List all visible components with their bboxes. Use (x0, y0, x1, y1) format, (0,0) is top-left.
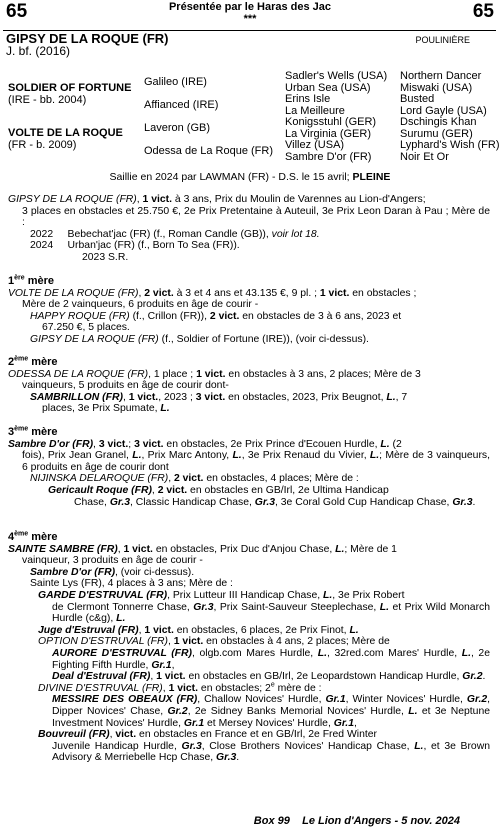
produce-record: GIPSY DE LA ROQUE (FR), 1 vict. à 3 ans, Prix du Moulin de Varennes au Lion-d'Angers; 3 places en obstacles et 25.750 €, 2e Prix Pretentaine à Auteuil, 3e Prix Leon Daran à Pau ; Mère de : 2022 Bebechat'jac (FR) (f., Roman Candle (GB)), voir lot 18. 2024 Urban'jac (FR) (f., Born To Sea (FR)). 2023 S.R. (8, 194, 490, 263)
ped-col4-item: Northern Dancer (400, 70, 482, 82)
ped-col3-item: Urban Sea (USA) (285, 81, 371, 94)
pedigree-sire (8, 83, 131, 106)
horse-subtitle: J. bf. (2016) (6, 44, 71, 58)
footer-sale: Le Lion d'Angers - 5 nov. 2024 (302, 815, 460, 827)
saillie-status: PLEINE (352, 171, 391, 183)
ped-col3-item: Erins Isle (285, 93, 331, 105)
ped-col2-0: Galileo (IRE) (144, 76, 207, 88)
ped-col3-item: La Meilleure (285, 104, 345, 117)
ped-col4-item: Surumu (GER) (400, 127, 473, 140)
third-dam: 3ème mère Sambre D'or (FR), 3 vict.; 3 vict. en obstacles, 2e Prix Prince d'Ecouen Hurdle, L. (2 fois), Prix Jean Granel, L., Prix Marc Antony, L., 3e Prix Renaud du Vivier, L.; Mère de 3 vainqueurs, 6 produits en âge de courir dont NIJINSKA DELAROQUE (FR), 2 vict. en obstacles, 4 places; Mère de : Gericault Roque (FR), 2 vict. en obstacles en GB/Irl, 2e Ultima Handicap Chase, Gr.3, Classic Handicap Chase, Gr.3, 3e Coral Gold Cup Handicap Chase, Gr.3. (8, 425, 490, 508)
fourth-dam: 4ème mère SAINTE SAMBRE (FR), 1 vict. en obstacles, Prix Duc d'Anjou Chase, L.; Mère de 1 vainqueur, 3 produits en âge de courir - Sambre D'or (FR), (voir ci-dessus). Sainte Lys (FR), 4 places à 3 ans; Mère de : GARDE D'ESTRUVAL (FR), Prix Lutteur III Handicap Chase, L., 3e Prix Robert de Clermont Tonnerre Chase, Gr.3, Prix Saint-Sauveur Steeplechase, L. et Prix Wild Monarch Hurdle (c&g), L. Juge d'Estruval (FR), 1 vict. en obstacles, 6 places, 2e Prix Finot, L. OPTION D'ESTRUVAL (FR), 1 vict. en obstacles à 4 ans, 2 places; Mère de AURORE D'ESTRUVAL (FR), olgb.com Mares Hurdle, L., 32red.com Mares' Hurdle, L., 2e Fighting Fifth Hurdle, Gr.1, Deal d'Estruval (FR), 1 vict. en obstacles en GB/Irl, 2e Leopardstown Handicap Hurdle, Gr.2. DIVINE D'ESTRUVAL (FR), 1 vict. en obstacles; 2e mère de : MESSIRE DES OBEAUX (FR), Challow Novices' Hurdle, Gr.1, Winter Novices' Hurdle, Gr.2, Dipper Novices' Chase, Gr.2, 2e Sidney Banks Memorial Novices' Hurdle, L. et 3e Neptune Investment Novices' Hurdle, Gr.1 et Mersey Novices' Hurdle, Gr.1, Bouvreuil (FR), vict. en obstacles en France et en GB/Irl, 2e Fred Winter Juvenile Handicap Hurdle, Gr.3, Close Brothers Novices' Handicap Chase, L., et 3e Brown Advisory & Merriebelle Hcp Chase, Gr.3. (8, 530, 491, 764)
ped-col3 (285, 71, 387, 163)
ped-col3-item: La Virginia (GER) (285, 127, 371, 140)
page-footer (254, 815, 460, 827)
dam-sub: (FR - b. 2009) (8, 138, 77, 151)
presenter-text: Présentée par le Haras des Jac (168, 1, 332, 13)
first-dam: 1ère mère VOLTE DE LA ROQUE (FR), 2 vict. à 3 et 4 ans et 43.135 €, 9 pl. ; 1 vict. en obstacles ; Mère de 2 vainqueurs, 6 produits en âge de courir - HAPPY ROQUE (FR) (f., Crillon (FR)), 2 vict. en obstacles de 3 à 6 ans, 2023 et 67.250 €, 5 places. GIPSY DE LA ROQUE (FR) (f., Soldier of Fortune (IRE)), (voir ci-dessus). (8, 274, 417, 345)
ped-col2-1: Affianced (IRE) (144, 99, 219, 111)
ped-col4-item: Lord Gayle (USA) (400, 104, 487, 117)
saillie-line (0, 171, 500, 183)
presenter-stars: *** (243, 13, 257, 25)
ped-col4-item: Lyphard's Wish (FR) (400, 139, 500, 151)
ped-col2-2: Laveron (GB) (144, 122, 211, 134)
dam-name: VOLTE DE LA ROQUE (8, 127, 123, 139)
presenter-header (0, 1, 500, 25)
ped-col3-item: Sambre D'or (FR) (285, 150, 372, 163)
footer-box: Box 99 (253, 815, 290, 827)
lot-number-left: 65 (6, 1, 28, 22)
ped-col4 (400, 71, 500, 163)
ped-col2-3: Odessa de La Roque (FR) (144, 145, 274, 157)
horse-category: POULINIÈRE (415, 35, 470, 45)
ped-col4-item: Miswaki (USA) (400, 81, 473, 94)
ped-col4-item: Dschingis Khan (400, 116, 477, 128)
ped-col3-item: Sadler's Wells (USA) (285, 70, 388, 82)
lot-number-right: 65 (472, 1, 494, 22)
sire-name: SOLDIER OF FORTUNE (8, 82, 132, 94)
pedigree-dam (8, 128, 123, 151)
second-dam: 2ème mère ODESSA DE LA ROQUE (FR), 1 place ; 1 vict. en obstacles à 3 ans, 2 places; Mère de 3 vainqueurs, 5 produits en âge de courir dont- SAMBRILLON (FR), 1 vict., 2023 ; 3 vict. en obstacles, 2023, Prix Beugnot, L., 7 places, 3e Prix Spumate, L. (8, 355, 421, 415)
sire-sub: (IRE - bb. 2004) (8, 93, 87, 106)
horse-name: GIPSY DE LA ROQUE (FR) (6, 31, 169, 46)
saillie-text: Saillie en 2024 par LAWMAN (FR) - D.S. le 15 avril; (109, 171, 353, 183)
ped-col4-item: Noir Et Or (400, 150, 449, 163)
ped-col4-item: Busted (400, 93, 435, 105)
ped-col3-item: Konigsstuhl (GER) (285, 116, 377, 128)
ped-col3-item: Villez (USA) (285, 139, 345, 151)
